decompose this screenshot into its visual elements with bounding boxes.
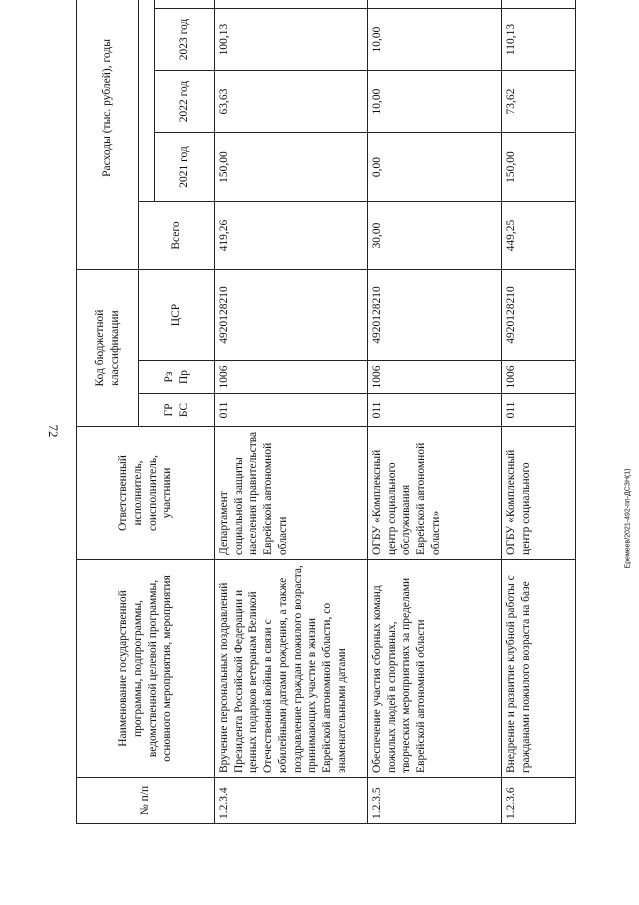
- table-row: [215, 0, 368, 824]
- header-expenses: Расходы (тыс. рублей), годы: [77, 0, 139, 270]
- row-2024: [215, 0, 368, 9]
- header-total: Всего: [139, 202, 215, 270]
- row-grbs: 011: [368, 394, 502, 427]
- page-number: 72: [46, 424, 61, 438]
- header-name: Наименование государственной программы, подпрограммы, ведомственной целевой программы, основного мероприятия, мероприятия: [77, 560, 215, 778]
- row-2022: 73,62: [502, 71, 576, 133]
- row-2022: 10,00: [368, 71, 502, 133]
- header-2022: 2022 год: [155, 71, 215, 133]
- row-grbs: 011: [215, 394, 368, 427]
- row-responsible: ОГБУ «Комплексный центр социального: [502, 427, 576, 560]
- header-spacer: [139, 0, 155, 202]
- header-responsible: Ответственный исполнитель, соисполнитель, участники: [77, 427, 215, 560]
- row-responsible: ОГБУ «Комплексный центр социального обслуживания Еврейской автономной области»: [368, 427, 502, 560]
- footer-code: Еремеев/2021-492-пп-ДСЗН(1): [624, 468, 632, 569]
- row-grbs: 011: [502, 394, 576, 427]
- row-2021: 150,00: [215, 133, 368, 202]
- row-total: 30,00: [368, 202, 502, 270]
- header-2024: [155, 0, 215, 9]
- table-row: [502, 0, 576, 824]
- budget-table: [76, 0, 576, 824]
- rotated-table-wrapper: [76, 14, 575, 824]
- row-2024: [502, 0, 576, 9]
- row-num: 1.2.3.5: [368, 778, 502, 824]
- row-total: 449,25: [502, 202, 576, 270]
- row-csr: 4920128210: [215, 270, 368, 361]
- row-responsible: Департамент социальной защиты населения правительства Еврейской автономной области: [215, 427, 368, 560]
- row-name: Вручение персональных поздравлений Президента Российской Федерации и ценных подарков ветеранам Великой Отечественной войны в связи с юбилейными датами рождения, а также поздравление граждан пожилого возраста, принимающих участие в жизни Еврейской автономной области, со знаменательными датами: [215, 560, 368, 778]
- row-rzpr: 1006: [502, 361, 576, 394]
- header-num: № п/п: [77, 778, 215, 824]
- header-kbk: Код бюджетной классификации: [77, 270, 139, 427]
- row-2023: 110,13: [502, 9, 576, 71]
- row-2023: 10,00: [368, 9, 502, 71]
- header-csr: ЦСР: [139, 270, 215, 361]
- row-num: 1.2.3.4: [215, 778, 368, 824]
- row-2024: [368, 0, 502, 9]
- header-2023: 2023 год: [155, 9, 215, 71]
- row-name: Внедрение и развитие клубной работы с гражданами пожилого возраста на базе: [502, 560, 576, 778]
- row-2023: 100,13: [215, 9, 368, 71]
- row-name: Обеспечение участия сборных команд пожилых людей в спортивных, творческих мероприятиях за пределами Еврейской автономной области: [368, 560, 502, 778]
- row-csr: 4920128210: [502, 270, 576, 361]
- row-csr: 4920128210: [368, 270, 502, 361]
- row-num: 1.2.3.6: [502, 778, 576, 824]
- table-row: [368, 0, 502, 824]
- header-2021: 2021 год: [155, 133, 215, 202]
- header-grbs: ГР БС: [139, 394, 215, 427]
- row-2021: 150,00: [502, 133, 576, 202]
- row-rzpr: 1006: [368, 361, 502, 394]
- row-total: 419,26: [215, 202, 368, 270]
- row-2022: 63,63: [215, 71, 368, 133]
- header-rzpr: Рз Пр: [139, 361, 215, 394]
- row-rzpr: 1006: [215, 361, 368, 394]
- row-2021: 0,00: [368, 133, 502, 202]
